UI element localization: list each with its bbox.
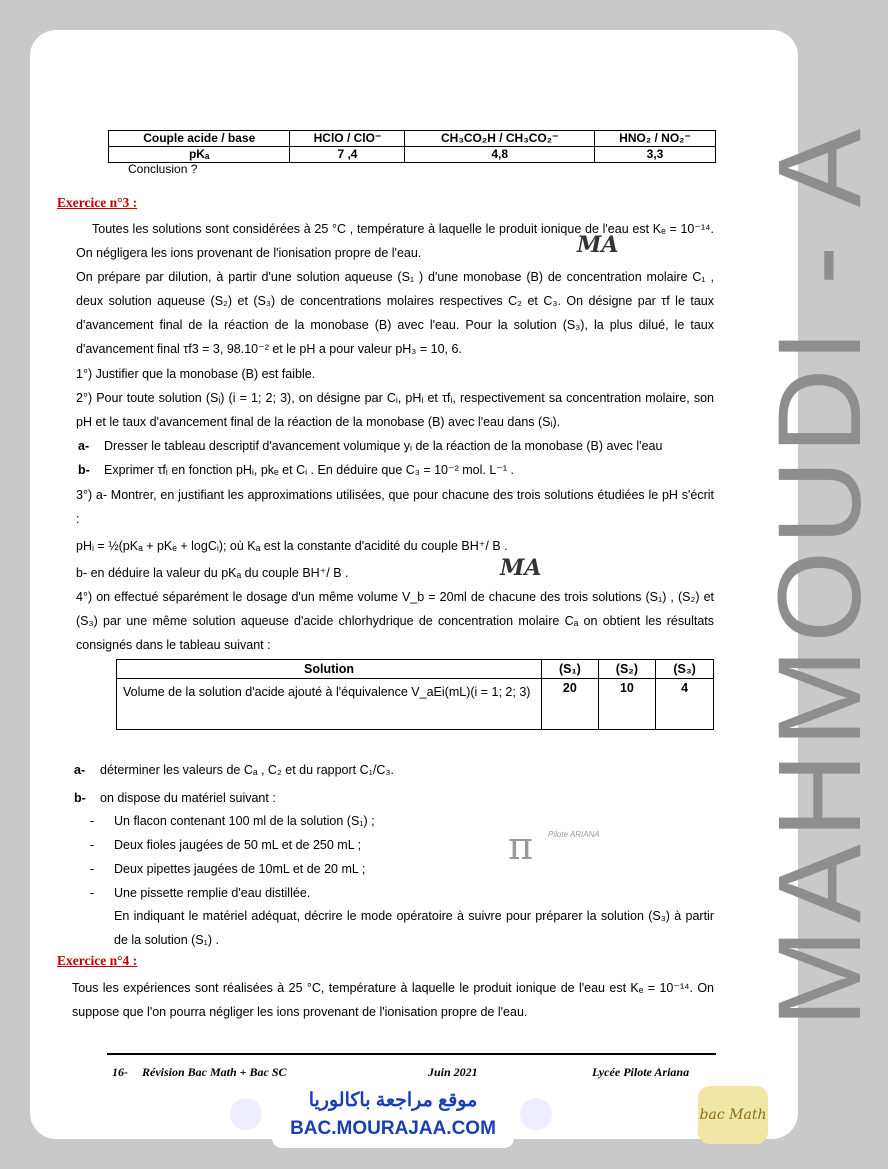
material-instruction: En indiquant le matériel adéquat, décrire le mode opératoire à suivre pour préparer la solution (S₃) à partir de la solution (S₁) . [114,909,714,947]
question-4: 4°) on effectué séparément le dosage d'un même volume V_b = 20ml de chacune des trois solutions (S₁) , (S₂) et (S₃) par une même solution aqueuse d'acide chlorhydrique de concentration molaire Cₐ on obtient les résultats consignés dans le tableau suivant : [76,590,714,652]
titration-table [116,659,714,730]
conclusion: Conclusion ? [128,162,198,176]
footer-title: Révision Bac Math + Bac SC [142,1065,287,1079]
pi-watermark-icon: π [508,824,533,868]
question-2b: Exprimer τfᵢ en fonction pHᵢ, pkₑ et Cᵢ . En déduire que C₃ = 10⁻² mol. L⁻¹ . [104,463,514,477]
question-1: 1°) Justifier que la monobase (B) est faible. [76,367,316,381]
table-cell: 3,3 [595,147,716,163]
material-item: Une pissette remplie d'eau distillée. [114,886,311,900]
list-dash: - [90,886,95,900]
formula-ph: pHᵢ = ½(pKₐ + pKₑ + logCᵢ); où Kₐ est la constante d'acidité du couple BH⁺/ B . [76,539,508,553]
list-dash: - [90,862,95,876]
material-item: Un flacon contenant 100 ml de la solution (S₁) ; [114,814,375,828]
table-header: (S₂) [598,660,655,679]
question-2: 2°) Pour toute solution (Sᵢ) (i = 1; 2; 3), on désigne par Cᵢ, pHᵢ et τfᵢ, respectivement sa concentration molaire, son pH et le taux d'avancement final de la réaction de la monobase (B) avec l'eau dans (Sᵢ). [76,391,714,429]
footer-date: Juin 2021 [428,1065,478,1079]
logo-icon [520,1098,552,1130]
table-header: CH₃CO₂H / CH₃CO₂⁻ [405,131,595,147]
banner-url[interactable]: BAC.MOURAJAA.COM [290,1118,496,1139]
ma-mark: MA [577,232,619,258]
table-cell: 4,8 [405,147,595,163]
material-item: Deux fioles jaugées de 50 mL et de 250 mL ; [114,838,362,852]
q2b-label: b- [78,463,90,477]
bac-math-badge: bac Math [698,1086,768,1144]
table-row-label: Volume de la solution d'acide ajouté à l'équivalence V_aEi(mL)(i = 1; 2; 3) [117,679,542,730]
side-author-text: MAHMOUDI - A [754,122,886,1028]
ex4-paragraph-1: Tous les expériences sont réalisées à 25 °C, température à laquelle le produit ionique de l'eau est Kₑ = 10⁻¹⁴. On suppose que l'on pourra négliger les ions provenant de l'ionisation propre de l'eau. [72,981,714,1019]
banner-arabic: موقع مراجعة باكالوريا [308,1090,478,1111]
table-row-label: pKₐ [109,147,290,163]
table-header: (S₃) [656,660,714,679]
question-3a: 3°) a- Montrer, en justifiant les approximations utilisées, que pour chacune des trois solutions étudiées le pH s'écrit : [76,488,714,526]
question-2a: Dresser le tableau descriptif d'avancement volumique yᵢ de la réaction de la monobase (B) avec l'eau [104,439,663,453]
ma-mark: MA [500,555,542,581]
watermark-text: Pilote ARIANA [548,830,600,839]
ex3-paragraph-1: Toutes les solutions sont considérées à 25 °C , température à laquelle le produit ionique de l'eau est Kₑ = 10⁻¹⁴. On négligera les ions provenant de l'ionisation propre de l'eau. [76,222,714,260]
q4a-label: a- [74,763,86,777]
list-dash: - [90,814,95,828]
table-header: Couple acide / base [109,131,290,147]
question-3b: b- en déduire la valeur du pKₐ du couple BH⁺/ B . [76,566,349,580]
table-header: HClO / ClO⁻ [290,131,405,147]
list-dash: - [90,838,95,852]
exercise-4-title: Exercice n°4 : [57,953,138,968]
footer-page-number: 16- [112,1065,128,1079]
q4b-label: b- [74,791,86,805]
exercise-3-title: Exercice n°3 : [57,195,138,210]
table-cell: 20 [542,679,599,730]
table-header: HNO₂ / NO₂⁻ [595,131,716,147]
question-4b: on dispose du matériel suivant : [100,791,276,805]
table-cell: 10 [598,679,655,730]
ex3-paragraph-2: On prépare par dilution, à partir d'une solution aqueuse (S₁ ) d'une monobase (B) de concentration molaire C₁ , deux solution aqueuse (S₂) et (S₃) de concentrations molaires respectives C₂ et C₃. On désigne par τf le taux d'avancement final de la réaction de la monobase (B) avec l'eau. Pour la solution (S₃), la plus dilué, le taux d'avancement final τf3 = 3, 98.10⁻² et le pH a pour valeur pH₃ = 10, 6. [76,270,714,356]
material-item: Deux pipettes jaugées de 10mL et de 20 mL ; [114,862,366,876]
question-4a: déterminer les valeurs de Cₐ , C₂ et du rapport C₁/C₃. [100,763,394,777]
table-cell: 4 [656,679,714,730]
logo-icon [230,1098,262,1130]
footer-divider [107,1053,716,1055]
q2a-label: a- [78,439,90,453]
pka-table [108,130,716,163]
site-banner[interactable] [272,1086,514,1148]
table-cell: 7 ,4 [290,147,405,163]
footer-school: Lycée Pilote Ariana [592,1065,690,1079]
table-header: Solution [117,660,542,679]
table-header: (S₁) [542,660,599,679]
